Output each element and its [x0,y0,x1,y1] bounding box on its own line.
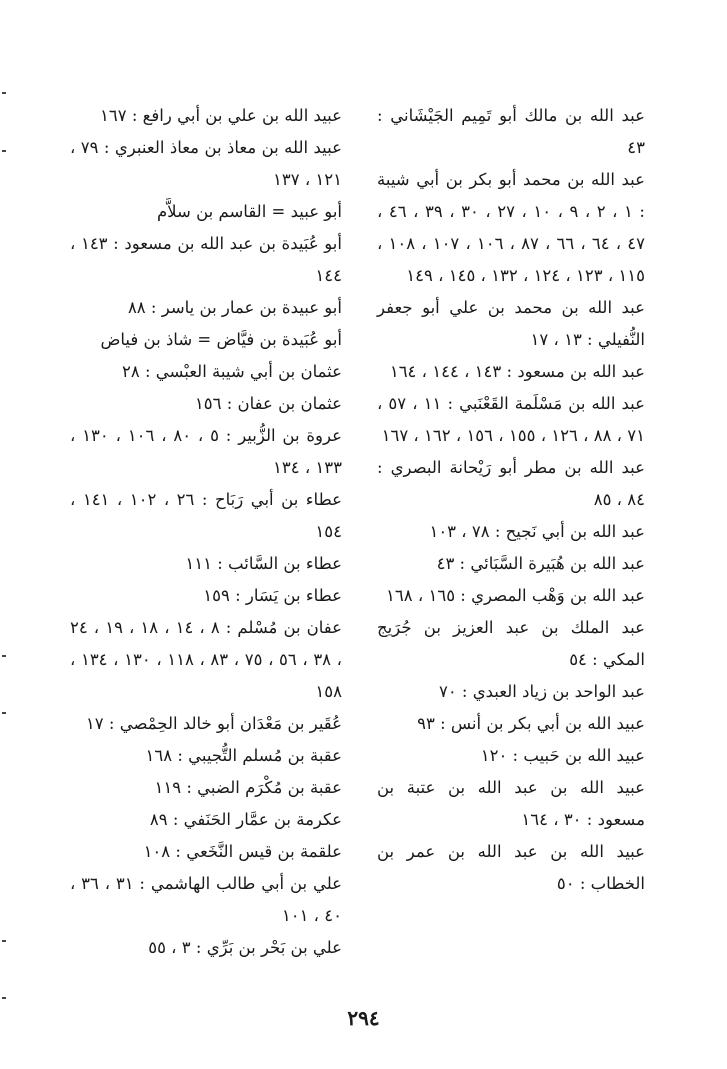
index-entry: عروة بن الزُّبير : ٥ ، ٨٠ ، ١٠٦ ، ١٣٠ ، ١٣٣ ، ١٣٤ [70,426,342,477]
index-entry: عفان بن مُسْلم : ٨ ، ١٤ ، ١٨ ، ١٩ ، ٢٤ ، ٣٨ ، ٥٦ ، ٧٥ ، ٨٣ ، ١١٨ ، ١٣٠ ، ١٣٤ ، ١٥٨ [70,618,342,701]
right-column [377,100,645,900]
index-entry: عطاء بن السَّائب : ١١١ [185,554,342,573]
index-entry: عثمان بن أبي شيبة العبْسي : ٢٨ [121,362,342,381]
index-entry: عبيد الله بن علي بن أبي رافع : ١٦٧ [99,106,342,125]
index-entry: أبو عبيدة بن عمار بن ياسر : ٨٨ [127,298,342,317]
scan-mark [2,150,6,152]
index-entry: عطاء بن أبي رَبَاح : ٢٦ ، ١٠٢ ، ١٤١ ، ١٥٤ [70,490,342,541]
index-entry: عُقَير بن مَعْدَان أبو خالد الحِمْصي : ١٧ [85,714,342,733]
index-entry: أبو عُبَيدة بن فيَّاض = شاذ بن فياض [100,330,342,349]
index-entry: أبو عبيد = القاسم بن سلاَّم [156,202,342,221]
left-column [70,100,342,964]
index-entry: عبد الله بن مسعود : ١٤٣ ، ١٤٤ ، ١٦٤ [389,362,645,381]
index-entry: علقمة بن قيس النَّخَعي : ١٠٨ [143,842,342,861]
index-entry: عبد الله بن مطر أبو رَيْحانة البصري : ٨٤ ، ٨٥ [377,458,645,509]
index-entry: عبد الله بن مالك أبو تَمِيم الجَيْشَاني : ٤٣ [377,106,645,157]
scan-mark [2,655,6,657]
index-entry: عبيد الله بن معاذ بن معاذ العنبري : ٧٩ ، ١٢١ ، ١٣٧ [70,138,342,189]
index-entry: عبيد الله بن عبد الله بن عمر بن الخطاب : ٥٠ [377,842,645,893]
scan-mark [2,997,6,999]
page-number: ٢٩٤ [347,1006,380,1030]
index-entry: عبد الله بن مَسْلَمة القَعْنَبي : ١١ ، ٥٧ ، ٧١ ، ٨٨ ، ١٢٦ ، ١٥٥ ، ١٥٦ ، ١٦٢ ، ١٦٧ [377,394,645,445]
index-entry: عبيد الله بن عبد الله بن عتبة بن مسعود : ٣٠ ، ١٦٤ [377,778,645,829]
index-entry: عبد الواحد بن زياد العبدي : ٧٠ [438,682,645,701]
index-entry: عبيد الله بن أبي بكر بن أنس : ٩٣ [417,714,645,733]
index-entry: عكرمة بن عمَّار الحَنَفي : ٨٩ [149,810,342,829]
scan-mark [2,92,6,94]
scan-mark [2,712,6,714]
index-entry: عقبة بن مُسلم التُّجيبي : ١٦٨ [145,746,342,765]
index-entry: عثمان بن عفان : ١٥٦ [194,394,342,413]
index-entry: عبد الملك بن عبد العزيز بن جُرَيج المكي : ٥٤ [377,618,645,669]
index-entry: عبد الله بن وَهْب المصري : ١٦٥ ، ١٦٨ [386,586,645,605]
index-entry: عبيد الله بن حَبيب : ١٢٠ [480,746,645,765]
index-entry: أبو عُبَيدة بن عبد الله بن مسعود : ١٤٣ ، ١٤٤ [70,234,342,285]
index-entry: عبد الله بن هُبَيرة السَّبَائي : ٤٣ [436,554,645,573]
index-entry: علي بن أبي طالب الهاشمي : ٣١ ، ٣٦ ، ٤٠ ، ١٠١ [70,874,342,925]
index-entry: عبد الله بن محمد أبو بكر بن أبي شيبة : ١ ، ٢ ، ٩ ، ١٠ ، ٢٧ ، ٣٠ ، ٣٩ ، ٤٦ ، ٤٧ ، ٦٤ ، ٦٦ ، ٨٧ ، ١٠٦ ، ١٠٧ ، ١٠٨ ، ١١٥ ، ١٢٣ ، ١٢٤ ، ١٣٢ ، ١٤٥ ، ١٤٩ [377,170,645,285]
index-entry: عبد الله بن أبي نَجيح : ٧٨ ، ١٠٣ [429,522,645,541]
index-entry: عطاء بن يَسَار : ١٥٩ [203,586,342,605]
scan-mark [2,940,6,942]
index-entry: علي بن بَحْر بن بَرِّي : ٣ ، ٥٥ [148,938,342,957]
index-entry: عقبة بن مُكْرَم الضبي : ١١٩ [154,778,342,797]
index-entry: عبد الله بن محمد بن علي أبو جعفر النُّفيلي : ١٣ ، ١٧ [377,298,645,349]
